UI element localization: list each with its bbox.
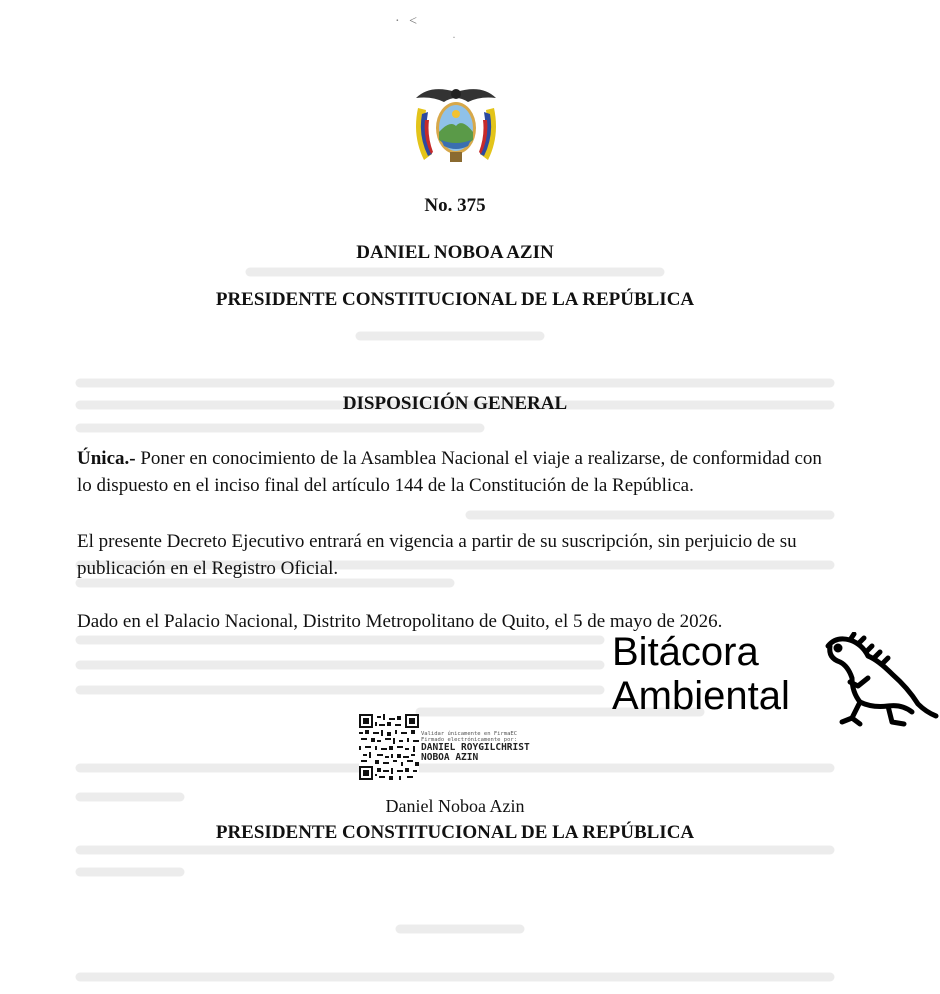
logo-line: Ambiental: [612, 674, 790, 718]
coat-of-arms-icon: [410, 80, 502, 170]
president-title-heading: PRESIDENTE CONSTITUCIONAL DE LA REPÚBLICA: [215, 289, 695, 310]
scan-mark: ·: [452, 30, 456, 44]
e-signature-block: [421, 731, 530, 763]
signer-line: NOBOA AZIN: [421, 752, 479, 763]
bitacora-ambiental-logo: [612, 630, 940, 730]
scan-mark: · <: [395, 14, 421, 29]
unica-text: Poner en conocimiento de la Asamblea Nacional el viaje a realizarse, de conformidad con lo dispuesto en el inciso final del artículo 144 de la Constitución de la República.: [77, 448, 822, 496]
president-name-heading: DANIEL NOBOA AZIN: [356, 242, 554, 263]
logo-wordmark: [612, 630, 790, 718]
qr-caption: Validar únicamente en FirmaEC: [421, 731, 518, 737]
vigencia-paragraph: El presente Decreto Ejecutivo entrará en vigencia a partir de su suscripción, sin perjuicio de su publicación en el Registro Oficial.: [77, 531, 797, 579]
dado-paragraph: Dado en el Palacio Nacional, Distrito Metropolitano de Quito, el 5 de mayo de 2026.: [77, 611, 723, 632]
signer-name: Daniel Noboa Azin: [385, 796, 525, 816]
signer-title: PRESIDENTE CONSTITUCIONAL DE LA REPÚBLICA: [215, 822, 695, 843]
unica-label: Única.-: [77, 448, 136, 469]
qr-caption: Firmado electrónicamente por:: [421, 737, 518, 743]
section-title: DISPOSICIÓN GENERAL: [342, 393, 568, 414]
signer-line: DANIEL ROYGILCHRIST: [421, 742, 530, 753]
unica-paragraph: [77, 445, 837, 499]
logo-line: Bitácora: [612, 630, 759, 674]
decree-number: No. 375: [424, 195, 486, 216]
qr-code-icon: [359, 714, 419, 780]
iguana-icon: [822, 632, 940, 728]
